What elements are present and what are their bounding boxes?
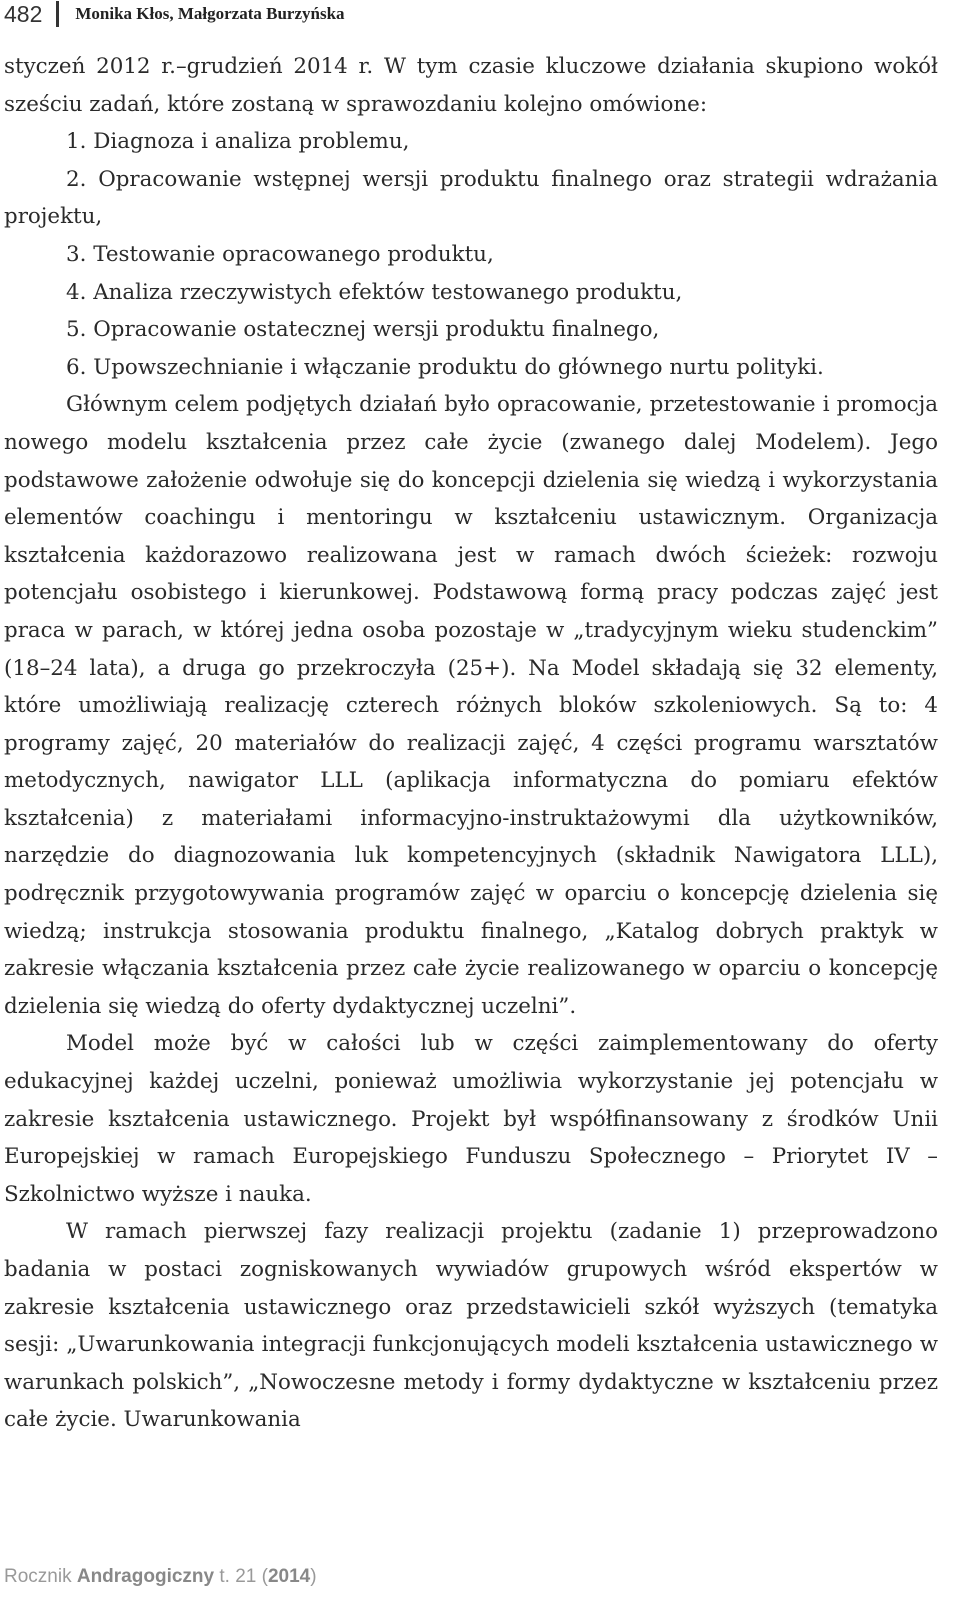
task-item-2: 2. Opracowanie wstępnej wersji produktu finalnego oraz strategii wdrażania projektu,	[4, 166, 938, 230]
paragraph-model-goal: Głównym celem podjętych działań było opracowanie, przetestowanie i promocja nowego modelu kształcenia przez całe życie (zwanego dalej Modelem). Jego podstawowe założenie odwołuje się do koncepcji dzielenia się wiedzą i wykorzystania elementów coachingu i mentoringu w kształceniu ustawicznym. Organizacja kształcenia każdorazowo realizowana jest w ramach dwóch ścieżek: rozwoju potencjału osobistego i kierunkowej. Podstawową formą pracy podczas zajęć jest praca w parach, w której jedna osoba pozostaje w „tradycyjnym wieku studenckim” (18–24 lata), a druga go przekroczyła (25+). Na Model składają się 32 elementy, które umożliwiają realizację czterech różnych bloków szkoleniowych. Są to: 4 programy zajęć, 20 materiałów do realizacji zajęć, 4 części programu warsztatów metodycznych, nawigator LLL (aplikacja informatyczna do pomiaru efektów kształcenia) z materiałami informacyjno-instruktażowymi dla użytkowników, narzędzie do diagnozowania luk kompetencyjnych (składnik Nawigatora LLL), podręcznik przygotowywania programów zajęć w oparciu o koncepcję dzielenia się wiedzą; instrukcja stosowania produktu finalnego, „Katalog dobrych praktyk w zakresie włączania kształcenia przez całe życie realizowanego w oparciu o koncepcję dzielenia się wiedzą do oferty dydaktycznej uczelni”.	[4, 392, 938, 1019]
page-number: 482	[4, 0, 43, 27]
paragraph-model-implementation: Model może być w całości lub w części zaimplementowany do oferty edukacyjnej każdej uczelni, ponieważ umożliwia wykorzystanie jej potencjału w zakresie kształcenia ustawicznego. Projekt był współfinansowany z środków Unii Europejskiej w ramach Europejskiego Funduszu Społecznego – Priorytet IV – Szkolnictwo wyższe i nauka.	[4, 1031, 938, 1207]
journal-year: 2014	[267, 1566, 311, 1587]
task-list	[4, 123, 938, 386]
task-item-3: 3. Testowanie opracowanego produktu,	[66, 241, 494, 267]
page-footer	[4, 1566, 317, 1588]
running-head-authors: Monika Kłos, Małgorzata Burzyńska	[75, 4, 345, 23]
intro-paragraph: styczeń 2012 r.–grudzień 2014 r. W tym czasie kluczowe działania skupiono wokół sześciu zadań, które zostaną w sprawozdaniu kolejno omówione:	[4, 54, 938, 117]
journal-name-bold: Andragogiczny	[76, 1566, 215, 1587]
task-item-5: 5. Opracowanie ostatecznej wersji produktu finalnego,	[66, 317, 660, 343]
body-text	[4, 48, 938, 1439]
journal-name-prefix: Rocznik	[4, 1566, 72, 1587]
task-item-6: 6. Upowszechnianie i włączanie produktu do głównego nurtu polityki.	[66, 354, 824, 380]
journal-year-close: )	[310, 1566, 317, 1587]
journal-volume: t. 21	[219, 1566, 257, 1587]
page-header	[4, 0, 345, 28]
paragraph-first-phase: W ramach pierwszej fazy realizacji projektu (zadanie 1) przeprowadzono badania w postaci zogniskowanych wywiadów grupowych wśród ekspertów w zakresie kształcenia ustawicznego oraz przedstawicieli szkół wyższych (tematyka sesji: „Uwarunkowania integracji funkcjonujących modeli kształcenia ustawicznego w warunkach polskich”, „Nowoczesne metody i formy dydaktyczne w kształceniu przez całe życie. Uwarunkowania	[4, 1219, 938, 1433]
header-divider	[56, 1, 59, 27]
journal-year-open: (	[261, 1566, 268, 1587]
task-item-1: 1. Diagnoza i analiza problemu,	[66, 129, 410, 155]
task-item-4: 4. Analiza rzeczywistych efektów testowanego produktu,	[66, 279, 683, 305]
